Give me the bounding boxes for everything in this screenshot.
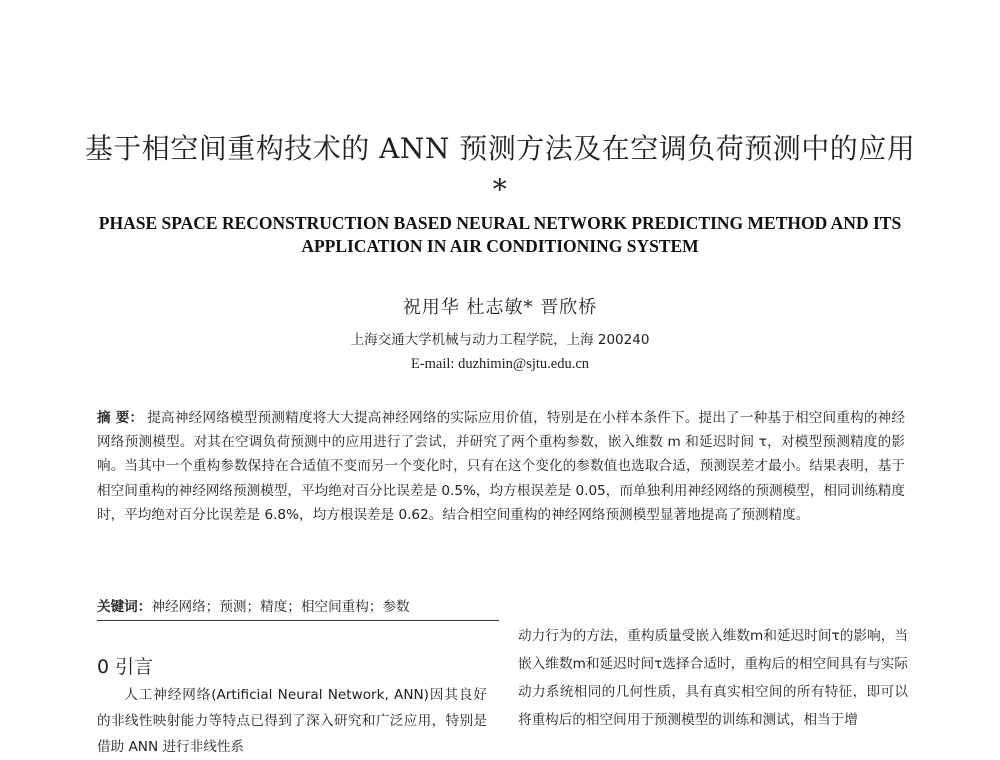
author-affiliation: 上海交通大学机械与动力工程学院，上海 200240: [350, 332, 650, 348]
intro-left-column: 人工神经网络(Artificial Neural Network, ANN)因其良好的非线性映射能力等特点已得到了深入研究和广泛应用，特别是借助 ANN 进行非线性系: [97, 687, 487, 755]
keywords-label: 关键词：: [97, 599, 152, 615]
abstract: [97, 406, 905, 527]
contact-email: E-mail: duzhimin@sjtu.edu.cn: [410, 356, 590, 372]
abstract-label: 摘 要：: [97, 410, 144, 426]
intro-right-column: 动力行为的方法，重构质量受嵌入维数m和延迟时间τ的影响，当嵌入维数m和延迟时间τ选择合适时，重构后的相空间具有与实际动力系统相同的几何性质，具有真实相空间的所有特征，即可以将重构后的相空间用于预测模型的训练和测试，相当于增: [518, 628, 908, 728]
abstract-text: 提高神经网络模型预测精度将大大提高神经网络的实际应用价值，特别是在小样本条件下。提出了一种基于相空间重构的神经网络预测模型。对其在空调负荷预测中的应用进行了尝试，并研究了两个重构参数，嵌入维数 m 和延迟时间 τ，对模型预测精度的影响。当其中一个重构参数保持在合适值不变而另一个变化时，只有在这个变化的参数值也选取合适，预测误差才最小。结果表明，基于相空间重构的神经网络预测模型，平均绝对百分比误差是 0.5%，均方根误差是 0.05，而单独利用神经网络的预测模型，相同训练精度时，平均绝对百分比误差是 6.8%，均方根误差是 0.62。结合相空间重构的神经网络预测模型显著地提高了预测精度。: [97, 410, 905, 523]
section-heading-introduction: 0 引言: [97, 656, 154, 678]
keywords: [97, 596, 905, 618]
paper-title-english: PHASE SPACE RECONSTRUCTION BASED NEURAL NETWORK PREDICTING METHOD AND ITS APPLICATION IN AIR CONDITIONING SYSTEM: [98, 213, 902, 256]
keywords-divider: [97, 620, 499, 621]
author-list: 祝用华 杜志敏* 晋欣桥: [402, 297, 598, 318]
keywords-text: 神经网络；预测；精度；相空间重构；参数: [151, 599, 410, 615]
paper-title-chinese: 基于相空间重构技术的 ANN 预测方法及在空调负荷预测中的应用*: [84, 132, 916, 206]
